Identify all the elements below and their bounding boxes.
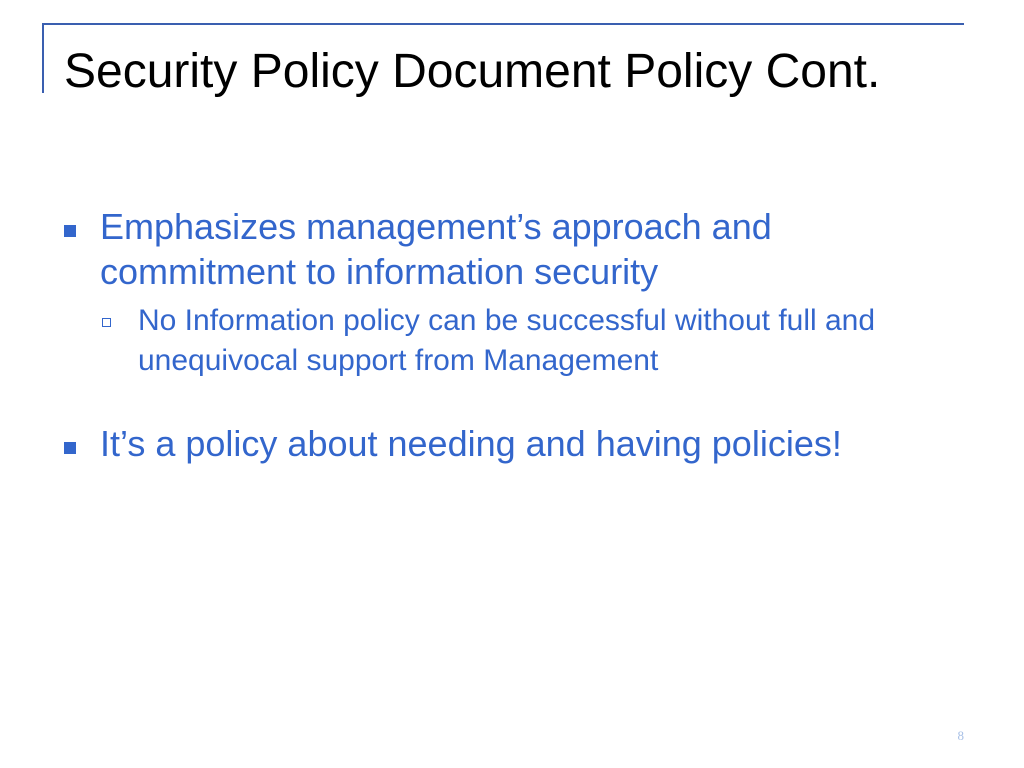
- slide-body: [62, 204, 962, 466]
- page-number: 8: [957, 728, 964, 743]
- bullet-spacer: [62, 381, 962, 421]
- bullet-item: [62, 204, 962, 294]
- title-top-rule: [42, 23, 964, 25]
- filled-square-bullet-icon: [64, 225, 76, 237]
- bullet-item: [62, 421, 962, 466]
- bullet-text: Emphasizes management’s approach and commitment to information security: [100, 206, 772, 292]
- title-left-rule: [42, 23, 44, 93]
- filled-square-bullet-icon: [64, 442, 76, 454]
- sub-bullet-item: [100, 301, 962, 381]
- bullet-text: It’s a policy about needing and having policies!: [100, 423, 842, 464]
- hollow-square-bullet-icon: [102, 318, 111, 327]
- sub-bullet-text: No Information policy can be successful without full and unequivocal support from Management: [138, 304, 876, 377]
- slide-title: Security Policy Document Policy Cont.: [64, 45, 881, 98]
